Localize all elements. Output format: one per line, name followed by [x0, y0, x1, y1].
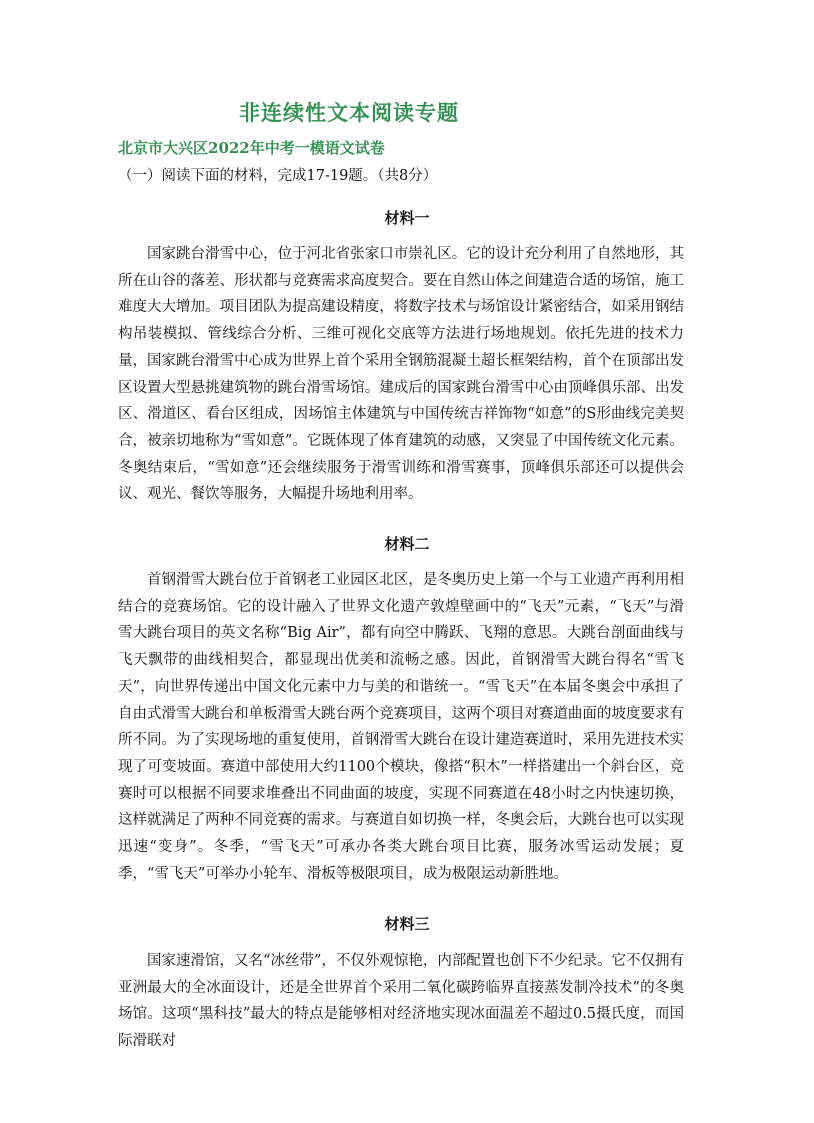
question-intro: （一）阅读下面的材料，完成17-19题。（共8分） [118, 168, 438, 184]
document-title: 非连续性文本阅读专题 [239, 101, 459, 125]
section-heading-2: 材料二 [384, 535, 430, 553]
exam-source: 北京市大兴区2022年中考一模语文试卷 [118, 139, 385, 157]
section-heading-3: 材料三 [384, 915, 430, 933]
section-paragraph-1: 国家跳台滑雪中心，位于河北省张家口市崇礼区。它的设计充分利用了自然地形，其所在山谷的落差、形状都与竞赛需求高度契合。要在自然山体之间建造合适的场馆，施工难度大大增加。项目团队为提高建设精度，将数字技术与场馆设计紧密结合，如采用钢结构吊装模拟、管线综合分析、三维可视化交底等方法进行场地规划。依托先进的技术力量，国家跳台滑雪中心成为世界上首个采用全钢筋混凝土超长框架结构，首个在顶部出发区设置大型悬挑建筑物的跳台滑雪场馆。建成后的国家跳台滑雪中心由顶峰俱乐部、出发区、滑道区、看台区组成，因场馆主体建筑与中国传统吉祥饰物“如意”的S形曲线完美契合，被亲切地称为“雪如意”。它既体现了体育建筑的动感，又突显了中国传统文化元素。冬奥结束后，“雪如意”还会继续服务于滑雪训练和滑雪赛事，顶峰俱乐部还可以提供会议、观光、餐饮等服务，大幅提升场地利用率。 [118, 246, 684, 503]
section-paragraph-2: 首钢滑雪大跳台位于首钢老工业园区北区，是冬奥历史上第一个与工业遗产再利用相结合的竞赛场馆。它的设计融入了世界文化遗产敦煌壁画中的“飞天”元素，“飞天”与滑雪大跳台项目的英文名称“Big Air”，都有向空中腾跃、飞翔的意思。大跳台剖面曲线与飞天飘带的曲线相契合，都显现出优美和流畅之感。因此，首钢滑雪大跳台得名“雪飞天”，向世界传递出中国文化元素中力与美的和谐统一。“雪飞天”在本届冬奥会中承担了自由式滑雪大跳台和单板滑雪大跳台两个竞赛项目，这两个项目对赛道曲面的坡度要求有所不同。为了实现场地的重复使用，首钢滑雪大跳台在设计建造赛道时，采用先进技术实现了可变坡面。赛道中部使用大约1100个模块，像搭“积木”一样搭建出一个斜台区，竞赛时可以根据不同要求堆叠出不同曲面的坡度，实现不同赛道在48小时之内快速切换，这样就满足了两种不同竞赛的需求。与赛道自如切换一样，冬奥会后，大跳台也可以实现迅速“变身”。冬季，“雪飞天”可承办各类大跳台项目比赛，服务冰雪运动发展；夏季，“雪飞天”可举办小轮车、滑板等极限项目，成为极限运动新胜地。 [118, 572, 684, 882]
section-paragraph-3: 国家速滑馆，又名“冰丝带”，不仅外观惊艳，内部配置也创下不少纪录。它不仅拥有亚洲最大的全冰面设计，还是全世界首个采用二氧化碳跨临界直接蒸发制冷技术”的冬奥场馆。这项“黑科技”最大的特点是能够相对经济地实现冰面温差不超过0.5摄氏度，而国际滑联对 [118, 953, 684, 1050]
section-heading-1: 材料一 [384, 209, 430, 227]
